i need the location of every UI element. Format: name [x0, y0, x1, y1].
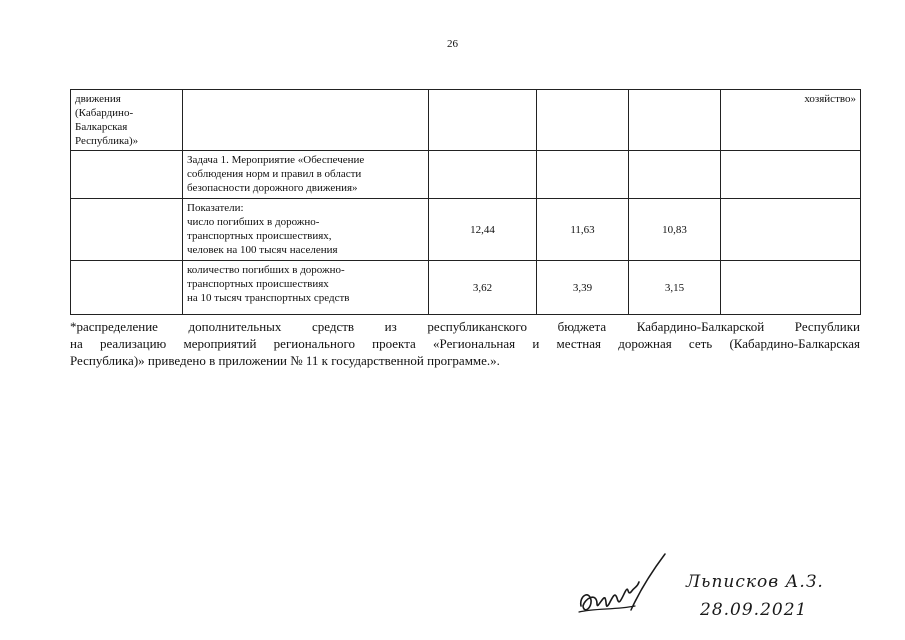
value-cell: 3,62 [429, 261, 537, 315]
value-cell: 12,44 [429, 199, 537, 261]
row-label-cell [71, 261, 183, 315]
value-cell [629, 90, 721, 151]
note-cell: хозяйство» [721, 90, 861, 151]
value-cell: 3,39 [537, 261, 629, 315]
row-label-cell [71, 199, 183, 261]
description-cell [183, 90, 429, 151]
table-row [71, 90, 861, 151]
row-label-cell [71, 151, 183, 199]
value-cell: 10,83 [629, 199, 721, 261]
footnote [70, 318, 860, 369]
value-cell: 11,63 [537, 199, 629, 261]
note-cell [721, 199, 861, 261]
footnote-line: Республика)» приведено в приложении № 11 к государственной программе.». [70, 353, 500, 368]
value-cell [537, 151, 629, 199]
note-cell [721, 261, 861, 315]
value-cell [429, 151, 537, 199]
value-cell [429, 90, 537, 151]
description-cell: Задача 1. Мероприятие «Обеспечение соблюдения норм и правил в области безопасности дорожного движения» [183, 151, 429, 199]
description-cell: количество погибших в дорожно- транспортных происшествиях на 10 тысяч транспортных средств [183, 261, 429, 315]
handwritten-date: 28.09.2021 [700, 600, 808, 620]
table-row [71, 151, 861, 199]
description-cell: Показатели: число погибших в дорожно- транспортных происшествиях, человек на 100 тысяч населения [183, 199, 429, 261]
handwritten-name: Льписков А.З. [686, 572, 824, 592]
value-cell [629, 151, 721, 199]
table-row [71, 199, 861, 261]
value-cell: 3,15 [629, 261, 721, 315]
indicators-table [70, 89, 861, 315]
value-cell [537, 90, 629, 151]
footnote-line: на реализацию мероприятий регионального проекта «Региональная и местная дорожная сеть (Кабардино-Балкарская [70, 336, 860, 351]
note-cell [721, 151, 861, 199]
page-number: 26 [447, 38, 458, 50]
signature-scribble [575, 548, 670, 623]
row-label-cell: движения (Кабардино- Балкарская Республика)» [71, 90, 183, 151]
table-row [71, 261, 861, 315]
footnote-line: *распределение дополнительных средств из республиканского бюджета Кабардино-Балкарской Республики [70, 319, 860, 334]
